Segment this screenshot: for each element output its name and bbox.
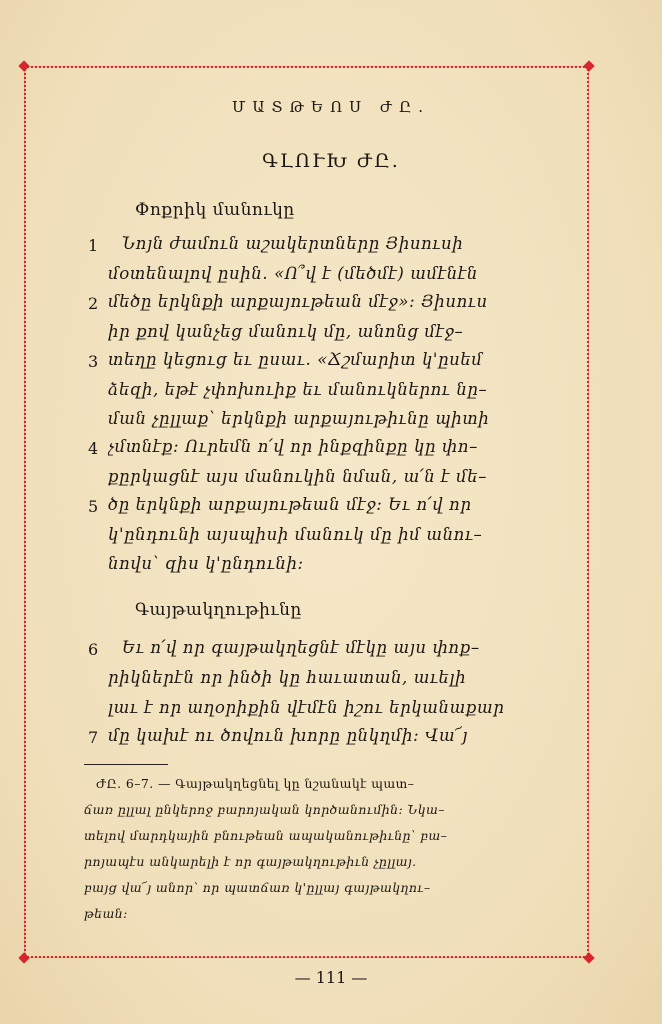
footnote-line: թեան: [84, 906, 128, 921]
section-heading: Փոքրիկ մանուկը [135, 200, 295, 220]
verse-number: 2 [88, 294, 99, 313]
book-title: ՄԱՏԹԵՈՍ ԺԸ. [231, 98, 431, 116]
chapter-title: ԳԼՈՒԽ ԺԸ. [262, 150, 400, 172]
verse-number: 6 [88, 640, 99, 659]
footnote-line: ԺԸ. 6–7. — Գայթակղեցնել կը նշանակէ պատ– [96, 776, 415, 791]
verse-line: նովս՝ զիս կ'ընդունի: [108, 554, 304, 573]
verse-line: ձեզի, եթէ չփոխուիք եւ մանուկներու նը– [108, 380, 488, 399]
footnote-line: բայց վա՜յ անոր՝ որ պատճառ կ'ըլլայ գայթակղու– [84, 880, 431, 895]
footnote-rule [84, 764, 168, 765]
verse-line: չմտնէք: Ուրեմն ո՛վ որ ինքզինքը կը փո– [108, 437, 478, 456]
verse-number: 4 [88, 439, 99, 458]
verse-line: Նոյն ժամուն աշակերտները Յիսուսի [122, 234, 464, 253]
footnote-line: ճառ ըլլալ ընկերոջ բարոյական կործանումին: Նկա– [84, 802, 445, 817]
verse-number: 5 [88, 497, 99, 516]
page-number: — 111 — [294, 968, 368, 987]
verse-line: Եւ ո՛վ որ գայթակղեցնէ մէկը այս փոք– [122, 638, 480, 657]
footnote-line: րոյապէս անկարելի է որ գայթակղութիւն չըլլայ. [84, 854, 417, 869]
footnote-line: տելով մարդկային բնութեան ապականութիւնը՝ բա– [84, 828, 448, 843]
verse-number: 7 [88, 728, 99, 747]
verse-number: 1 [88, 236, 99, 255]
verse-line: մեծը երկնքի արքայութեան մէջ»: Յիսուս [108, 292, 488, 311]
verse-line: քըրկացնէ այս մանուկին նման, ա՛ն է մե– [108, 467, 488, 486]
verse-line: լաւ է որ աղօրիքին վէմէն իշու երկանաքար [108, 698, 505, 717]
verse-line: կ'ընդունի այսպիսի մանուկ մը իմ անու– [108, 525, 483, 544]
verse-line: տեղը կեցուց եւ ըսաւ. «Ճշմարիտ կ'ըսեմ [108, 350, 483, 369]
verse-line: մը կախէ ու ծովուն խորը ընկղմի: Վա՜յ [108, 726, 468, 745]
section-heading: Գայթակղութիւնը [135, 600, 302, 620]
verse-line: իր քով կանչեց մանուկ մը, անոնց մէջ– [108, 322, 464, 341]
verse-line: ծը երկնքի արքայութեան մէջ: Եւ ո՛վ որ [108, 495, 472, 514]
verse-number: 3 [88, 352, 99, 371]
verse-line: մօտենալով ըսին. «Ո՞վ է (մեծմէ) ամէնէն [108, 264, 478, 283]
verse-line: ման չըլլաք՝ երկնքի արքայութիւնը պիտի [108, 409, 490, 428]
verse-line: րիկներէն որ ինծի կը հաւատան, աւելի [108, 668, 467, 687]
